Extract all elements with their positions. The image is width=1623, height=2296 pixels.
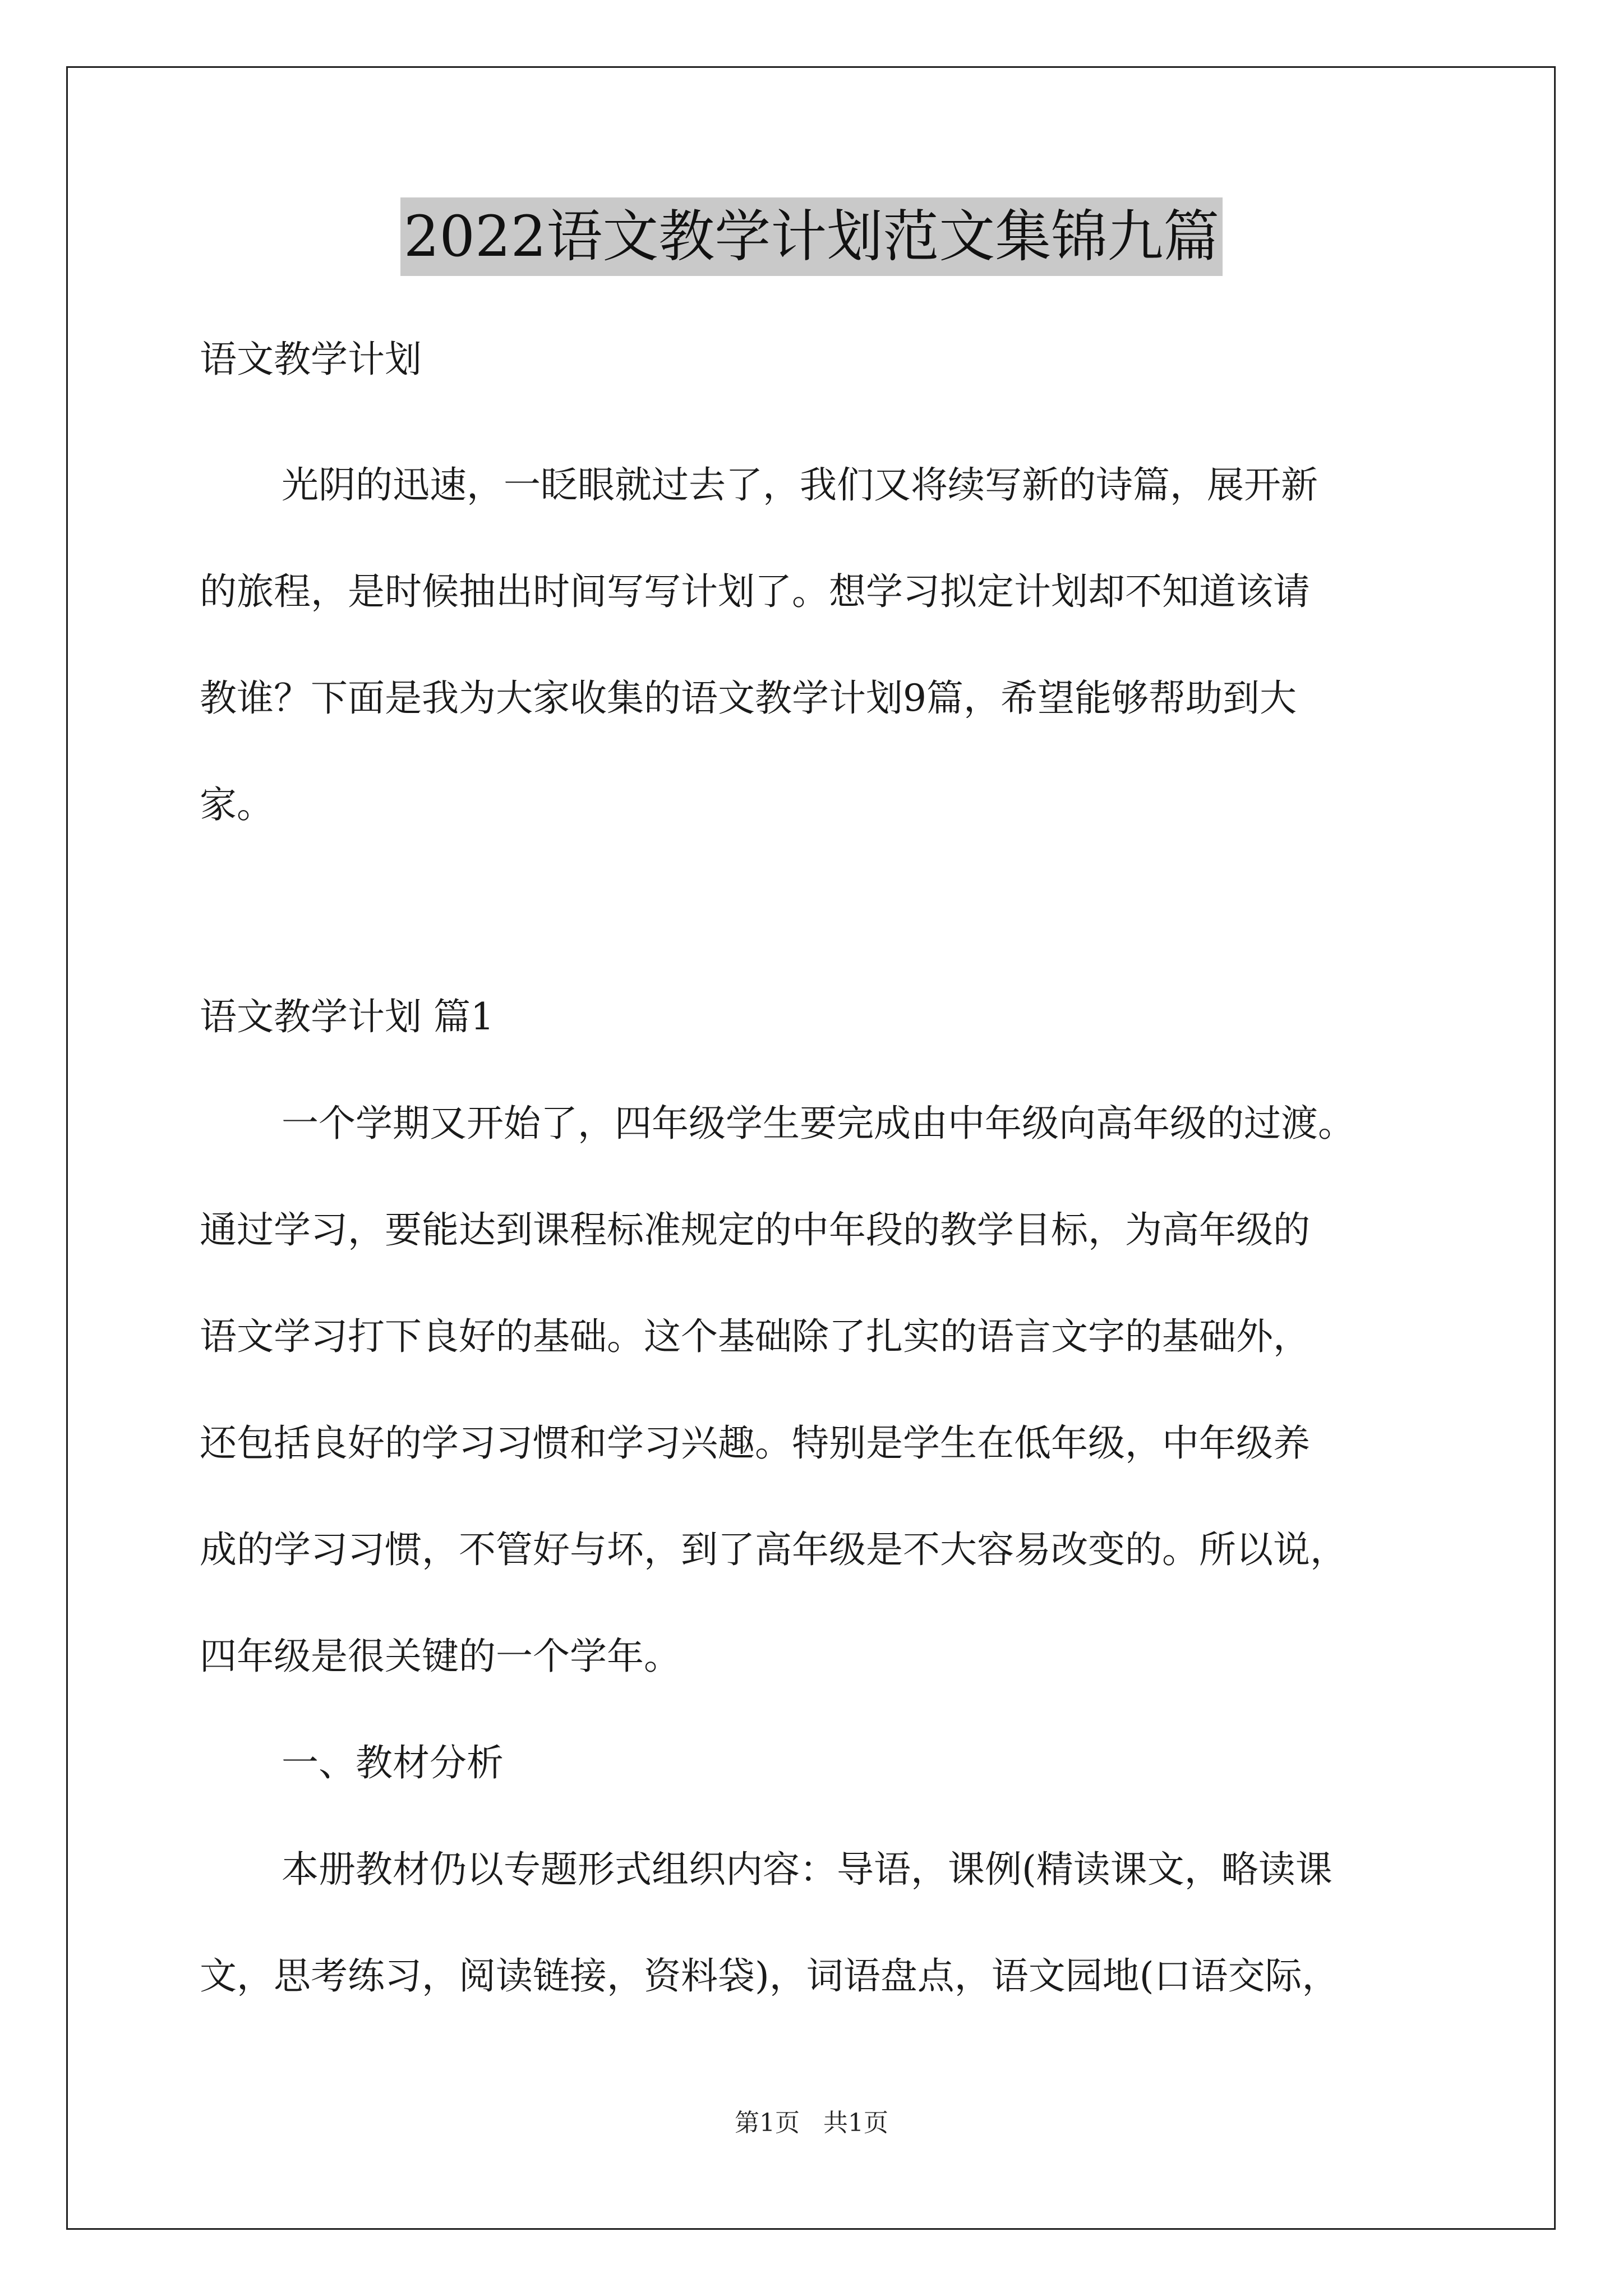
document-title: 2022语文教学计划范文集锦九篇 (400, 197, 1223, 276)
page-footer: 第1页 共1页 (735, 2109, 888, 2137)
paragraph-line: 还包括良好的学习习惯和学习兴趣。特别是学生在低年级，中年级养 (200, 1421, 1310, 1465)
paragraph-line: 文，思考练习，阅读链接，资料袋)，词语盘点，语文园地(口语交际， (200, 1954, 1339, 1998)
section-heading: 语文教学计划 (200, 338, 422, 381)
paragraph-line: 四年级是很关键的一个学年。 (200, 1635, 681, 1678)
paragraph-line: 家。 (200, 783, 274, 826)
paragraph-line: 一个学期又开始了，四年级学生要完成由中年级向高年级的过渡。 (282, 1102, 1355, 1145)
paragraph-line: 的旅程，是时候抽出时间写写计划了。想学习拟定计划却不知道该请 (200, 570, 1310, 613)
paragraph-line: 成的学习习惯，不管好与坏，到了高年级是不大容易改变的。所以说， (200, 1528, 1347, 1571)
paragraph-line: 教谁？下面是我为大家收集的语文教学计划9篇，希望能够帮助到大 (200, 677, 1297, 720)
paragraph-line: 光阴的迅速，一眨眼就过去了，我们又将续写新的诗篇，展开新 (282, 463, 1318, 507)
title-container (0, 197, 1623, 276)
paragraph-line: 通过学习，要能达到课程标准规定的中年段的教学目标，为高年级的 (200, 1208, 1310, 1251)
paragraph-line: 语文学习打下良好的基础。这个基础除了扎实的语言文字的基础外， (200, 1315, 1310, 1358)
paragraph-line: 本册教材仍以专题形式组织内容：导语，课例(精读课文，略读课 (282, 1848, 1332, 1891)
subsection-heading: 一、教材分析 (282, 1741, 504, 1784)
section-heading: 语文教学计划 篇1 (200, 995, 494, 1038)
